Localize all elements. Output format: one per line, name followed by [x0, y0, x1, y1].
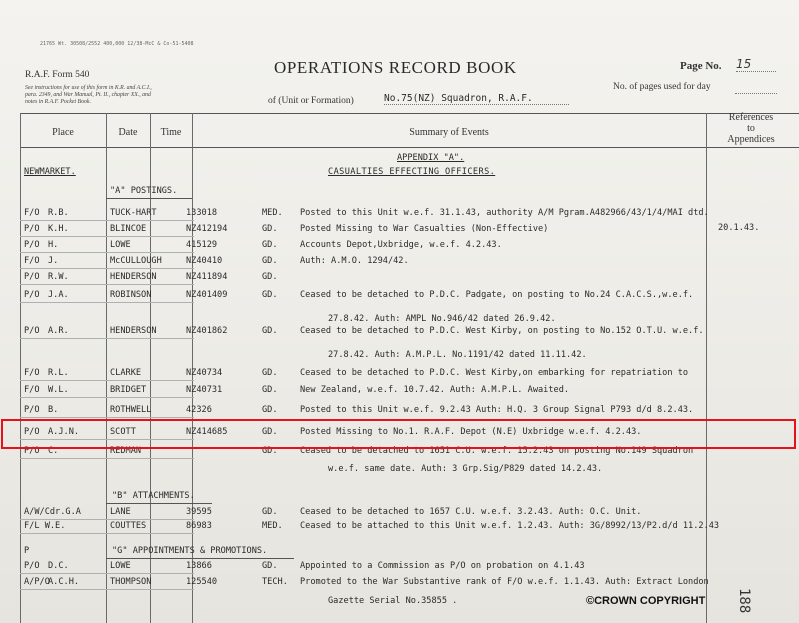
row-surname: HENDERSON	[110, 326, 157, 336]
pages-used-line	[735, 92, 777, 94]
row-rule	[20, 589, 194, 590]
row-service-number: NZ412194	[186, 224, 228, 234]
row-initials: C.	[48, 446, 59, 456]
row-surname: SCOTT	[110, 427, 136, 437]
row-surname: LOWE	[110, 561, 131, 571]
row-summary-text: Posted Missing to No.1. R.A.F. Depot (N.E) Uxbridge w.e.f. 4.2.43.	[300, 427, 642, 437]
row-service-number: 415129	[186, 240, 218, 250]
row-summary-text: Posted to this Unit w.e.f. 9.2.43 Auth: H.Q. 3 Group Signal P793 d/d 8.2.43.	[300, 405, 694, 415]
row-rule	[20, 397, 194, 398]
row-branch: GD.	[262, 272, 278, 282]
row-initials: A.C.H.	[48, 577, 80, 587]
row-rank: P/O	[24, 224, 40, 234]
row-initials: J.	[48, 256, 59, 266]
row-branch: GD.	[262, 256, 278, 266]
divider-summary-refs	[706, 113, 707, 623]
row-initials: A.J.N.	[48, 427, 80, 437]
row-branch: GD.	[262, 405, 278, 415]
row-service-number: NZ414685	[186, 427, 228, 437]
section-a-rule	[106, 198, 192, 199]
row-initials: H.	[48, 240, 59, 250]
form-name: R.A.F. Form 540	[25, 70, 90, 80]
row-rule	[20, 302, 194, 303]
row-rank: F/O	[24, 208, 40, 218]
row-branch: GD.	[262, 427, 278, 437]
row-initials: A.R.	[48, 326, 69, 336]
row-surname: ROBINSON	[110, 290, 152, 300]
row-rule	[20, 252, 194, 253]
page-no-label: Page No.	[680, 60, 722, 72]
row-branch: GD.	[262, 385, 278, 395]
row-surname: HENDERSON	[110, 272, 157, 282]
row-rank: P/O	[24, 405, 40, 415]
row-initials: R.B.	[48, 208, 69, 218]
col-time: Time	[160, 127, 182, 138]
row-summary-text: Ceased to be detached to 1657 C.U. w.e.f. 3.2.43. Auth: O.C. Unit.	[300, 507, 642, 517]
unit-value: No.75(NZ) Squadron, R.A.F.	[384, 93, 569, 105]
thompson-continuation: Gazette Serial No.35855 .	[328, 596, 458, 606]
row-service-number: 42326	[186, 405, 212, 415]
row-surname: McCULLOUGH	[110, 256, 162, 266]
row-rule	[20, 236, 194, 237]
row-rank: P/O	[24, 561, 40, 571]
row-surname: BRIDGET	[110, 385, 147, 395]
row-branch: TECH.	[262, 577, 288, 587]
page-title: OPERATIONS RECORD BOOK	[274, 58, 517, 77]
row-rank: F/O	[24, 385, 40, 395]
row-rank: F/L W.E.	[24, 521, 66, 531]
row-branch: GD.	[262, 561, 278, 571]
row-service-number: NZ40734	[186, 368, 223, 378]
row-service-number: 125540	[186, 577, 218, 587]
row-branch: GD.	[262, 446, 278, 456]
row-surname: LOWE	[110, 240, 131, 250]
row-rank: P/O	[24, 326, 40, 336]
henderson-continuation: 27.8.42. Auth: A.M.P.L. No.1191/42 dated 11.11.42.	[328, 350, 587, 360]
row-surname: THOMPSON	[110, 577, 152, 587]
row-rank: F/O	[24, 368, 40, 378]
row-rule	[20, 380, 194, 381]
row-rank: P/O	[24, 446, 40, 456]
row-branch: GD.	[262, 290, 278, 300]
row-rule	[20, 220, 194, 221]
row-rank: P/O	[24, 272, 40, 282]
row-surname: TUCK-HART	[110, 208, 157, 218]
col-summary: Summary of Events	[409, 127, 489, 138]
row-rule	[20, 519, 194, 520]
page-no-value: 15	[736, 57, 776, 72]
row-surname: BLINCOE	[110, 224, 147, 234]
row-summary-text: Ceased to be attached to this Unit w.e.f. 1.2.43. Auth: 3G/8992/13/P2.d/d 11.2.43	[300, 521, 720, 531]
row-summary-text: Posted Missing to War Casualties (Non-Effective)	[300, 224, 549, 234]
section-a-heading: "A" POSTINGS.	[110, 186, 178, 196]
casualties-heading: CASUALTIES EFFECTING OFFICERS.	[328, 167, 496, 177]
row-rule	[20, 533, 194, 534]
row-branch: GD.	[262, 240, 278, 250]
row-branch: GD.	[262, 507, 278, 517]
row-summary-text: Ceased to be detached to P.D.C. West Kirby,on embarking for repatriation to	[300, 368, 689, 378]
crown-copyright: ©CROWN COPYRIGHT	[586, 595, 706, 607]
p-label: P	[24, 546, 30, 556]
form-instructions: See instructions for use of this form in K.R. and A.C.I., para. 2349, and War Manual, Pt. II., chapter XX., and notes in R.A.F. Pocket Book.	[25, 85, 152, 105]
row-rule	[20, 338, 194, 339]
row-rank: F/O	[24, 256, 40, 266]
row-branch: MED.	[262, 208, 283, 218]
row-initials: R.W.	[48, 272, 69, 282]
row-rank: P/O	[24, 290, 40, 300]
row-surname: REDMAN	[110, 446, 142, 456]
tuck-ref: 20.1.43.	[718, 223, 760, 233]
row-rule	[20, 417, 194, 418]
row-summary-text: Ceased to be detached to 1651 C.U. w.e.f. 15.2.43 on posting No.149 Squadron	[300, 446, 694, 456]
row-rule	[20, 268, 194, 269]
row-initials: R.L.	[48, 368, 69, 378]
row-surname: CLARKE	[110, 368, 142, 378]
row-initials: B.	[48, 405, 59, 415]
row-rank: A/W/Cdr.G.A	[24, 507, 81, 517]
row-service-number: NZ40410	[186, 256, 223, 266]
print-code: 21765 Wt. 30508/2552 400,000 12/38-McC & Co-51-5408	[40, 41, 194, 47]
highlight-box-scott	[1, 419, 796, 449]
row-service-number: 86983	[186, 521, 212, 531]
row-rank: P/O	[24, 240, 40, 250]
row-service-number: 39595	[186, 507, 212, 517]
row-service-number: NZ401862	[186, 326, 228, 336]
row-summary-text: Auth: A.M.O. 1294/42.	[300, 256, 409, 266]
divider-place-date	[106, 113, 107, 623]
place-newmarket: NEWMARKET.	[24, 167, 76, 177]
stamp-number: 188	[736, 588, 752, 614]
left-border	[20, 113, 21, 623]
section-g-heading: "G" APPOINTMENTS & PROMOTIONS.	[112, 546, 268, 556]
row-branch: GD.	[262, 224, 278, 234]
row-summary-text: New Zealand, w.e.f. 10.7.42. Auth: A.M.P.L. Awaited.	[300, 385, 570, 395]
row-summary-text: Posted to this Unit w.e.f. 31.1.43, authority A/M Pgram.A482966/43/1/4/MAI dtd.	[300, 208, 709, 218]
unit-label: of (Unit or Formation)	[268, 96, 354, 106]
row-branch: GD.	[262, 368, 278, 378]
row-service-number: NZ401409	[186, 290, 228, 300]
col-place: Place	[52, 127, 74, 138]
row-surname: ROTHWELL	[110, 405, 152, 415]
section-b-rule	[106, 503, 212, 504]
row-rule	[20, 573, 194, 574]
appendix-heading: APPENDIX "A".	[397, 153, 465, 163]
row-service-number: NZ411894	[186, 272, 228, 282]
row-service-number: NZ40731	[186, 385, 223, 395]
section-b-heading: "B" ATTACHMENTS.	[112, 491, 195, 501]
row-branch: MED.	[262, 521, 283, 531]
row-service-number: 133018	[186, 208, 218, 218]
col-references: References to Appendices	[727, 112, 775, 145]
row-rule	[20, 458, 194, 459]
row-rank: P/O	[24, 427, 40, 437]
row-initials: W.L.	[48, 385, 69, 395]
row-summary-text: Promoted to the War Substantive rank of F/O w.e.f. 1.1.43. Auth: Extract London	[300, 577, 709, 587]
redman-continuation: w.e.f. same date. Auth: 3 Grp.Sig/P829 dated 14.2.43.	[328, 464, 603, 474]
header-bottom-border	[20, 147, 799, 148]
robinson-continuation: 27.8.42. Auth: AMPL No.946/42 dated 26.9.42.	[328, 314, 556, 324]
col-date: Date	[118, 127, 138, 138]
row-service-number: 13866	[186, 561, 212, 571]
row-summary-text: Ceased to be detached to P.D.C. Padgate, on posting to No.24 C.A.C.S.,w.e.f.	[300, 290, 694, 300]
row-surname: COUTTES	[110, 521, 147, 531]
row-rank: A/P/O	[24, 577, 50, 587]
table-top-border	[20, 113, 799, 114]
row-summary-text: Appointed to a Commission as P/O on probation on 4.1.43	[300, 561, 585, 571]
row-rule	[20, 284, 194, 285]
row-initials: J.A.	[48, 290, 69, 300]
row-branch: GD.	[262, 326, 278, 336]
row-surname: LANE	[110, 507, 131, 517]
section-g-rule	[106, 558, 294, 559]
row-summary-text: Accounts Depot,Uxbridge, w.e.f. 4.2.43.	[300, 240, 502, 250]
row-initials: D.C.	[48, 561, 69, 571]
pages-used-label: No. of pages used for day	[613, 82, 711, 92]
row-initials: K.H.	[48, 224, 69, 234]
row-summary-text: Ceased to be detached to P.D.C. West Kirby, on posting to No.152 O.T.U. w.e.f.	[300, 326, 704, 336]
